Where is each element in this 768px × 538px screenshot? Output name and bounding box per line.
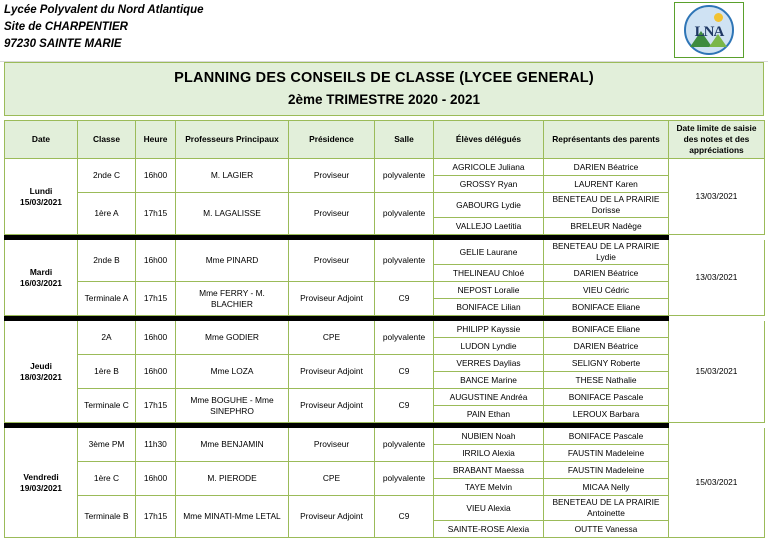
cell-heure: 16h00 xyxy=(136,462,176,496)
table-row xyxy=(5,389,765,406)
cell-eleve-delegue: GABOURG Lydie xyxy=(434,193,544,218)
cell-representant-parent: OUTTE Vanessa xyxy=(544,521,669,538)
cell-eleve-delegue: IRRILO Alexia xyxy=(434,445,544,462)
cell-presidence: CPE xyxy=(289,462,375,496)
cell-eleve-delegue: THELINEAU Chloé xyxy=(434,265,544,282)
cell-professeur: M. LAGALISSE xyxy=(176,193,289,235)
cell-representant-parent: BRELEUR Nadège xyxy=(544,218,669,235)
cell-eleve-delegue: LUDON Lyndie xyxy=(434,338,544,355)
table-row xyxy=(5,321,765,338)
cell-heure: 17h15 xyxy=(136,496,176,538)
cell-professeur: M. PIERODE xyxy=(176,462,289,496)
cell-representant-parent: DARIEN Béatrice xyxy=(544,265,669,282)
cell-heure: 16h00 xyxy=(136,355,176,389)
cell-presidence: Proviseur Adjoint xyxy=(289,389,375,423)
cell-presidence: Proviseur xyxy=(289,193,375,235)
cell-representant-parent: DARIEN Béatrice xyxy=(544,159,669,176)
cell-eleve-delegue: VERRES Daylias xyxy=(434,355,544,372)
col-presidence: Présidence xyxy=(289,121,375,159)
col-parents: Représentants des parents xyxy=(544,121,669,159)
cell-professeur: Mme MINATI-Mme LETAL xyxy=(176,496,289,538)
cell-eleve-delegue: GROSSY Ryan xyxy=(434,176,544,193)
cell-eleve-delegue: PAIN Ethan xyxy=(434,406,544,423)
document-title: PLANNING DES CONSEILS DE CLASSE (LYCEE GENERAL) xyxy=(174,70,594,86)
cell-professeur: Mme BENJAMIN xyxy=(176,428,289,462)
cell-date-limite: 13/03/2021 xyxy=(669,240,765,316)
cell-eleve-delegue: GELIE Laurane xyxy=(434,240,544,265)
title-band xyxy=(4,62,764,116)
cell-heure: 16h00 xyxy=(136,159,176,193)
cell-representant-parent: MICAA Nelly xyxy=(544,479,669,496)
cell-professeur: Mme LOZA xyxy=(176,355,289,389)
col-classe: Classe xyxy=(78,121,136,159)
cell-eleve-delegue: SAINTE-ROSE Alexia xyxy=(434,521,544,538)
cell-eleve-delegue: AUGUSTINE Andréa xyxy=(434,389,544,406)
school-identity xyxy=(4,2,204,53)
cell-professeur: Mme GODIER xyxy=(176,321,289,355)
cell-date: Lundi 15/03/2021 xyxy=(5,159,78,235)
cell-classe: 3ème PM xyxy=(78,428,136,462)
cell-classe: Terminale A xyxy=(78,282,136,316)
cell-representant-parent: VIEU Cédric xyxy=(544,282,669,299)
school-address: 97230 SAINTE MARIE xyxy=(4,38,122,50)
col-heure: Heure xyxy=(136,121,176,159)
cell-classe: Terminale C xyxy=(78,389,136,423)
cell-eleve-delegue: PHILIPP Kayssie xyxy=(434,321,544,338)
cell-presidence: Proviseur xyxy=(289,428,375,462)
cell-salle: polyvalente xyxy=(375,462,434,496)
cell-eleve-delegue: AGRICOLE Juliana xyxy=(434,159,544,176)
table-row xyxy=(5,240,765,265)
cell-presidence: Proviseur Adjoint xyxy=(289,282,375,316)
cell-date: Vendredi 19/03/2021 xyxy=(5,428,78,538)
planning-table xyxy=(4,120,765,538)
table-row xyxy=(5,193,765,218)
cell-classe: 2nde C xyxy=(78,159,136,193)
document-subtitle: 2ème TRIMESTRE 2020 - 2021 xyxy=(287,92,481,107)
cell-salle: C9 xyxy=(375,355,434,389)
cell-salle: polyvalente xyxy=(375,428,434,462)
cell-presidence: Proviseur xyxy=(289,240,375,282)
school-name: Lycée Polyvalent du Nord Atlantique xyxy=(4,4,204,16)
cell-eleve-delegue: BONIFACE Lilian xyxy=(434,299,544,316)
col-date-limite: Date limite de saisie des notes et des appréciations xyxy=(669,121,765,159)
cell-representant-parent: FAUSTIN Madeleine xyxy=(544,462,669,479)
cell-representant-parent: BENETEAU DE LA PRAIRIE Lydie xyxy=(544,240,669,265)
cell-presidence: CPE xyxy=(289,321,375,355)
cell-heure: 17h15 xyxy=(136,282,176,316)
cell-representant-parent: LEROUX Barbara xyxy=(544,406,669,423)
cell-eleve-delegue: NEPOST Loralie xyxy=(434,282,544,299)
cell-representant-parent: BONIFACE Pascale xyxy=(544,389,669,406)
cell-salle: C9 xyxy=(375,389,434,423)
cell-date-limite: 13/03/2021 xyxy=(669,159,765,235)
cell-eleve-delegue: NUBIEN Noah xyxy=(434,428,544,445)
table-body xyxy=(5,159,765,538)
cell-eleve-delegue: VIEU Alexia xyxy=(434,496,544,521)
cell-eleve-delegue: BANCE Marine xyxy=(434,372,544,389)
col-salle: Salle xyxy=(375,121,434,159)
sun-icon xyxy=(714,13,723,22)
cell-representant-parent: BONIFACE Pascale xyxy=(544,428,669,445)
cell-professeur: Mme FERRY - M. BLACHIER xyxy=(176,282,289,316)
cell-representant-parent: BENETEAU DE LA PRAIRIE Antoinette xyxy=(544,496,669,521)
cell-heure: 17h15 xyxy=(136,389,176,423)
col-date: Date xyxy=(5,121,78,159)
cell-salle: polyvalente xyxy=(375,159,434,193)
logo-letters: LNA xyxy=(694,23,724,40)
table-row xyxy=(5,462,765,479)
cell-representant-parent: BONIFACE Eliane xyxy=(544,299,669,316)
document-header xyxy=(0,0,768,62)
cell-representant-parent: BONIFACE Eliane xyxy=(544,321,669,338)
table-row xyxy=(5,159,765,176)
cell-professeur: M. LAGIER xyxy=(176,159,289,193)
table-row xyxy=(5,355,765,372)
col-professeurs: Professeurs Principaux xyxy=(176,121,289,159)
cell-classe: 2nde B xyxy=(78,240,136,282)
cell-heure: 16h00 xyxy=(136,240,176,282)
cell-date: Jeudi 18/03/2021 xyxy=(5,321,78,423)
table-row xyxy=(5,496,765,521)
school-logo-icon xyxy=(684,5,734,55)
cell-heure: 11h30 xyxy=(136,428,176,462)
cell-eleve-delegue: VALLEJO Laetitia xyxy=(434,218,544,235)
table-header-row xyxy=(5,121,765,159)
cell-representant-parent: THESE Nathalie xyxy=(544,372,669,389)
cell-salle: polyvalente xyxy=(375,321,434,355)
cell-date: Mardi 16/03/2021 xyxy=(5,240,78,316)
cell-eleve-delegue: BRABANT Maessa xyxy=(434,462,544,479)
cell-professeur: Mme PINARD xyxy=(176,240,289,282)
cell-representant-parent: DARIEN Béatrice xyxy=(544,338,669,355)
col-eleves: Élèves délégués xyxy=(434,121,544,159)
cell-representant-parent: BENETEAU DE LA PRAIRIE Dorisse xyxy=(544,193,669,218)
cell-presidence: Proviseur Adjoint xyxy=(289,355,375,389)
cell-representant-parent: LAURENT Karen xyxy=(544,176,669,193)
cell-heure: 17h15 xyxy=(136,193,176,235)
cell-classe: 1ère A xyxy=(78,193,136,235)
cell-classe: 1ère C xyxy=(78,462,136,496)
cell-heure: 16h00 xyxy=(136,321,176,355)
cell-salle: polyvalente xyxy=(375,193,434,235)
table-row xyxy=(5,282,765,299)
cell-representant-parent: FAUSTIN Madeleine xyxy=(544,445,669,462)
cell-presidence: Proviseur xyxy=(289,159,375,193)
logo-container xyxy=(674,2,744,58)
cell-salle: C9 xyxy=(375,496,434,538)
cell-representant-parent: SELIGNY Roberte xyxy=(544,355,669,372)
school-site: Site de CHARPENTIER xyxy=(4,21,128,33)
cell-classe: 1ère B xyxy=(78,355,136,389)
table-row xyxy=(5,428,765,445)
cell-professeur: Mme BOGUHE - Mme SINEPHRO xyxy=(176,389,289,423)
cell-salle: polyvalente xyxy=(375,240,434,282)
cell-date-limite: 15/03/2021 xyxy=(669,321,765,423)
cell-eleve-delegue: TAYE Melvin xyxy=(434,479,544,496)
cell-salle: C9 xyxy=(375,282,434,316)
cell-date-limite: 15/03/2021 xyxy=(669,428,765,538)
cell-classe: Terminale B xyxy=(78,496,136,538)
cell-presidence: Proviseur Adjoint xyxy=(289,496,375,538)
cell-classe: 2A xyxy=(78,321,136,355)
